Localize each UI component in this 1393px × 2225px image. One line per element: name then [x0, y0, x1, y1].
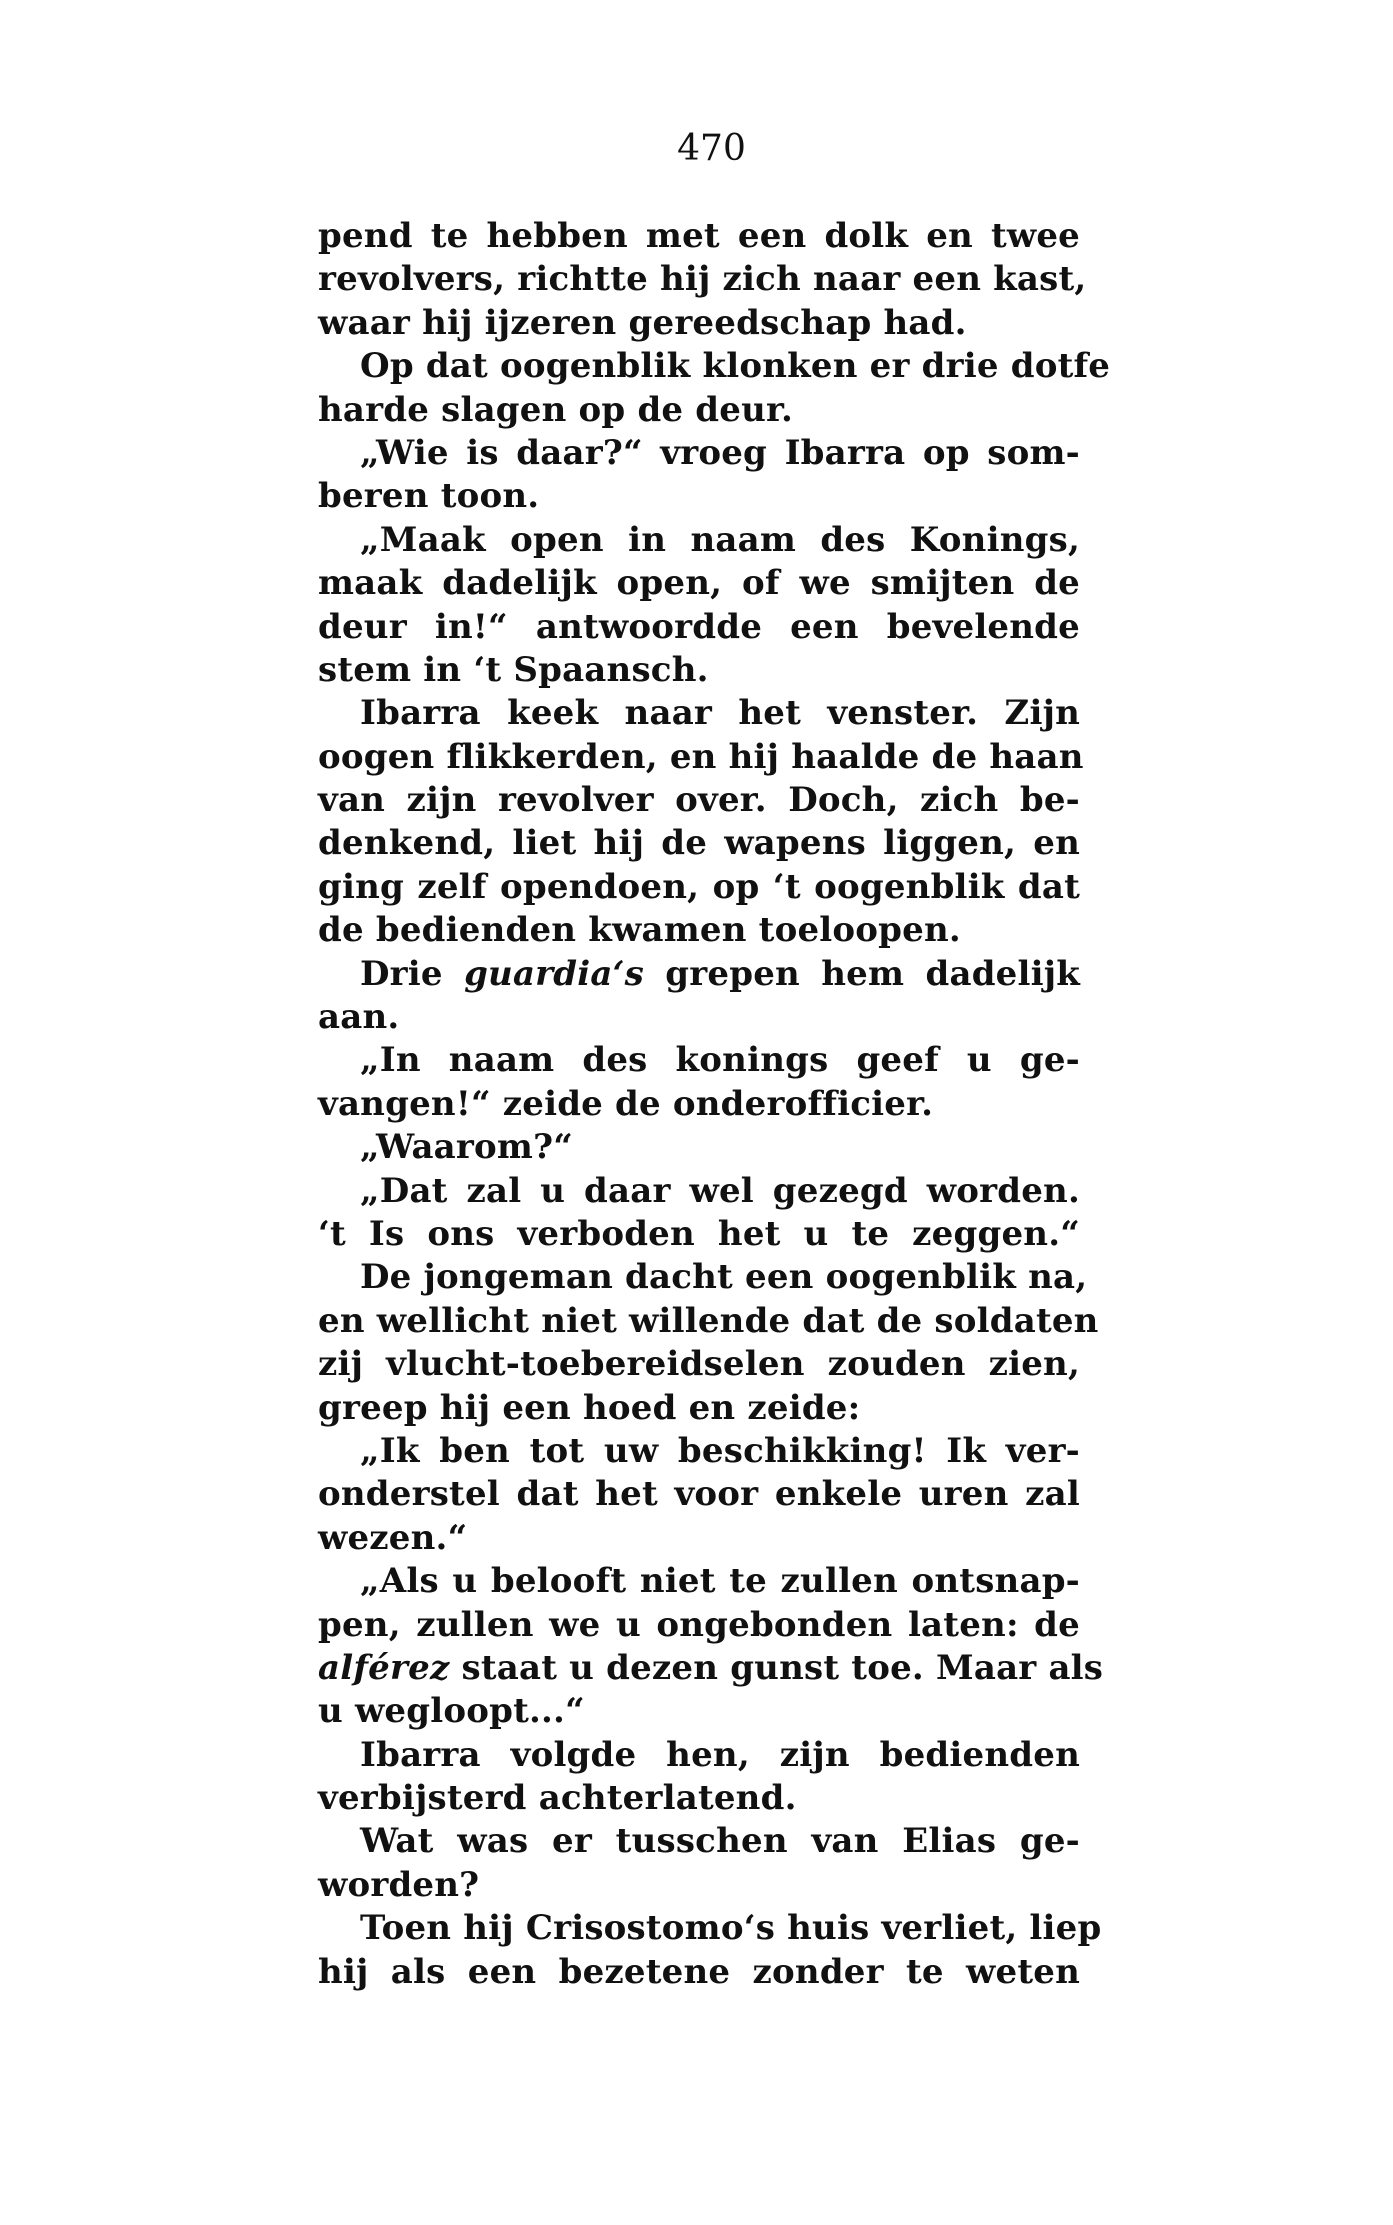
text-line: u wegloopt...“	[318, 1691, 585, 1732]
text-line: „Als u belooft niet te zullen ontsnap-	[360, 1561, 1080, 1602]
text-line: wezen.“	[318, 1517, 468, 1558]
text-line: Wat was er tusschen van Elias ge-	[360, 1821, 1080, 1862]
text-line: pend te hebben met een dolk en twee	[318, 216, 1080, 256]
text-line: harde slagen op de deur.	[318, 389, 794, 430]
text-line: greep hij een hoed en zeide:	[318, 1387, 861, 1428]
text-line: Ibarra keek naar het venster. Zijn	[360, 693, 1080, 734]
text-line: Ibarra volgde hen, zijn bedienden	[360, 1734, 1080, 1775]
text-line: pen, zullen we u ongebonden laten: de	[318, 1604, 1080, 1645]
text-line: ging zelf opendoen, op ‘t oogenblik dat	[318, 866, 1080, 907]
text-line: vangen!“ zeide de onderofficier.	[318, 1083, 934, 1124]
italic-word: alférez	[318, 1647, 450, 1688]
text-line: oogen flikkerden, en hij haalde de haan	[318, 736, 1084, 777]
text-line: beren toon.	[318, 476, 540, 517]
italic-word: guardia‘s	[464, 953, 644, 994]
text-line: denkend, liet hij de wapens liggen, en	[318, 823, 1080, 864]
text-line: „Wie is daar?“ vroeg Ibarra op som-	[360, 432, 1080, 473]
text-line: maak dadelijk open, of we smijten de	[318, 563, 1080, 604]
text-line: waar hij ijzeren gereedschap had.	[318, 302, 967, 343]
text-line: deur in!“ antwoordde een bevelende	[318, 606, 1080, 647]
text-line: ‘t Is ons verboden het u te zeggen.“	[318, 1213, 1080, 1254]
text-line: stem in ‘t Spaansch.	[318, 649, 709, 690]
text-line: Toen hij Crisostomo‘s huis verliet, liep	[360, 1908, 1102, 1949]
text-line: „Dat zal u daar wel gezegd worden.	[360, 1170, 1080, 1211]
text-line: hij als een bezetene zonder te weten	[318, 1951, 1080, 1992]
text-line: alférez staat u dezen gunst toe. Maar als	[318, 1647, 1104, 1688]
text-line: onderstel dat het voor enkele uren zal	[318, 1474, 1080, 1515]
text-line: „Ik ben tot uw beschikking! Ik ver-	[360, 1430, 1080, 1471]
body-text	[318, 215, 1111, 1994]
text-line: „Maak open in naam des Konings,	[360, 519, 1080, 560]
text-line: Op dat oogenblik klonken er drie dotfe	[360, 346, 1111, 387]
text-line: „Waarom?“	[360, 1127, 573, 1168]
text-line: De jongeman dacht een oogenblik na,	[360, 1257, 1088, 1298]
text-line: worden?	[318, 1864, 480, 1905]
text-line: verbijsterd achterlatend.	[318, 1778, 797, 1819]
page-number: 470	[677, 128, 746, 169]
text-line: de bedienden kwamen toeloopen.	[318, 910, 961, 951]
text-line: „In naam des konings geef u ge-	[360, 1040, 1080, 1081]
text-line: aan.	[318, 997, 400, 1038]
text-line: Drie guardia‘s grepen hem dadelijk	[360, 953, 1080, 994]
text-line: en wellicht niet willende dat de soldaten	[318, 1300, 1099, 1341]
text-line: revolvers, richtte hij zich naar een kast,	[318, 259, 1087, 300]
text-line: van zijn revolver over. Doch, zich be-	[318, 780, 1080, 821]
text-line: zij vlucht-toebereidselen zouden zien,	[318, 1344, 1080, 1385]
